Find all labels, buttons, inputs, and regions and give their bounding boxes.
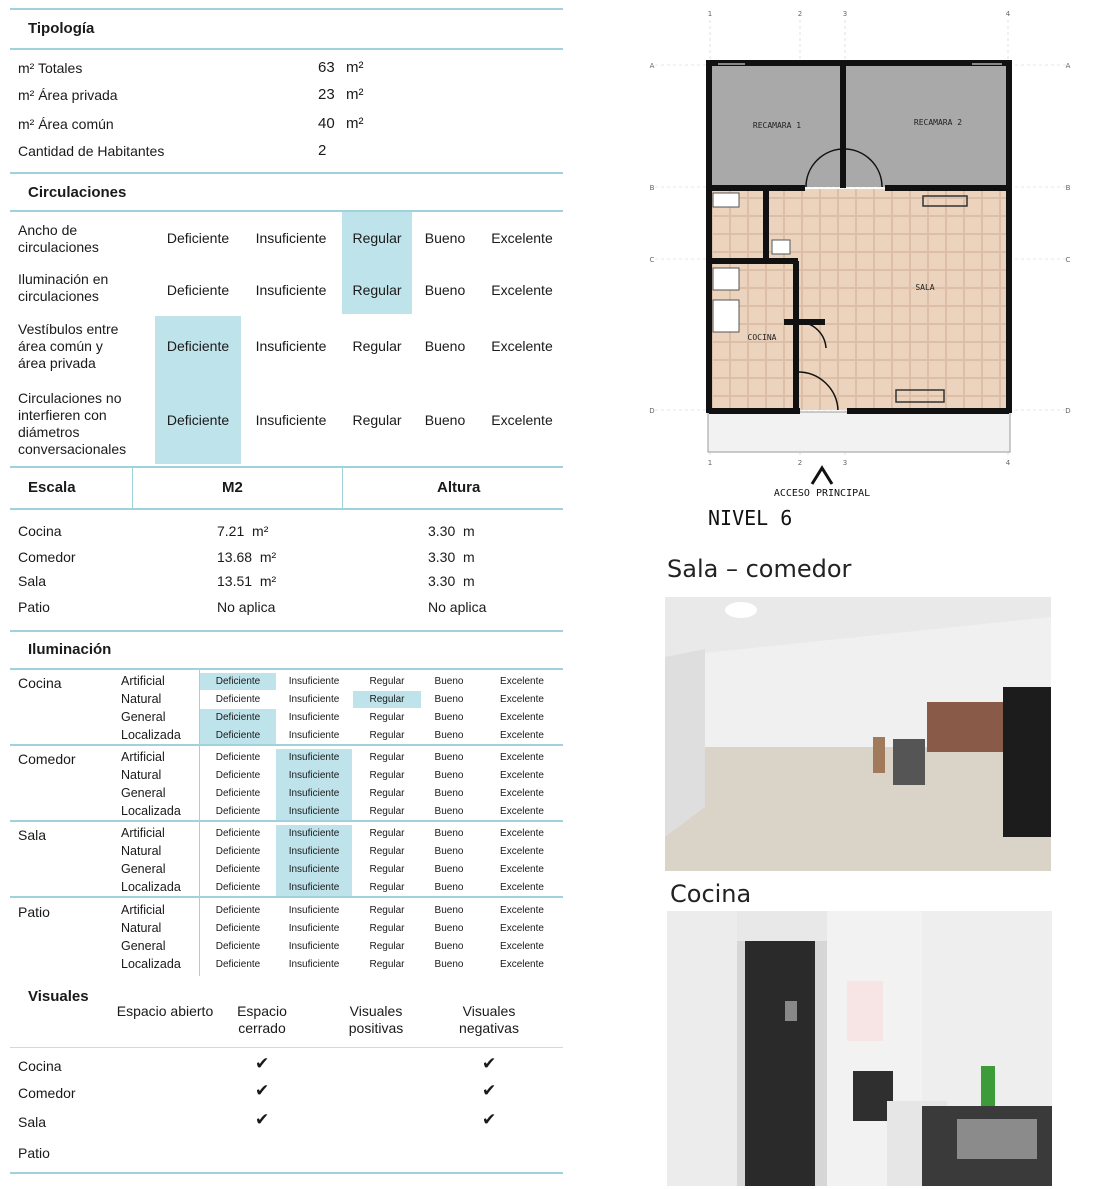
rating-option: Bueno bbox=[434, 676, 464, 687]
photo-sala-comedor bbox=[665, 597, 1051, 871]
rating-option: Insuficiente bbox=[288, 806, 340, 817]
room-label: RECAMARA 2 bbox=[913, 118, 963, 127]
rating-option: Bueno bbox=[434, 846, 464, 857]
visuales-header: Espacio abierto bbox=[116, 1003, 214, 1019]
circulacion-label: Vestíbulos entre área común y área privada bbox=[18, 321, 119, 371]
rating-option: Bueno bbox=[434, 923, 464, 934]
escala-m2: No aplica bbox=[217, 599, 276, 615]
rating-option: Deficiente bbox=[215, 788, 261, 799]
rating-option: Bueno bbox=[434, 959, 464, 970]
section-title-iluminacion: Iluminación bbox=[28, 641, 112, 658]
axis-label: 1 bbox=[707, 10, 713, 18]
axis-label: 4 bbox=[1005, 10, 1011, 18]
light-type: Natural bbox=[121, 768, 162, 782]
escala-m2: 7.21 m² bbox=[217, 523, 269, 539]
circulacion-label: Iluminación en circulaciones bbox=[18, 271, 109, 304]
tipologia-value: 63 bbox=[318, 59, 335, 76]
check-icon: ✔ bbox=[482, 1054, 497, 1073]
rating-option: Excelente bbox=[500, 730, 544, 741]
rating-option: Regular bbox=[369, 730, 405, 741]
rating-option: Excelente bbox=[500, 846, 544, 857]
iluminacion-space: Cocina bbox=[18, 675, 62, 691]
rating-option: Regular bbox=[352, 412, 402, 428]
rating-option: Insuficiente bbox=[255, 282, 327, 298]
light-type: Artificial bbox=[121, 826, 165, 840]
rating-option: Deficiente bbox=[215, 694, 261, 705]
rating-option: Insuficiente bbox=[288, 730, 340, 741]
rating-option: Regular bbox=[369, 828, 405, 839]
rating-option: Excelente bbox=[500, 712, 544, 723]
access-arrow-icon bbox=[812, 468, 832, 484]
rating-option: Regular bbox=[352, 230, 402, 246]
rating-option: Excelente bbox=[491, 282, 553, 298]
rating-option: Insuficiente bbox=[288, 676, 340, 687]
rating-option: Regular bbox=[369, 941, 405, 952]
divider bbox=[10, 896, 563, 898]
rating-option: Bueno bbox=[424, 338, 466, 354]
light-type: Localizada bbox=[121, 728, 181, 742]
photo-caption-cocina: Cocina bbox=[670, 880, 752, 906]
rating-option: Excelente bbox=[500, 959, 544, 970]
check-icon: ✔ bbox=[255, 1054, 270, 1073]
rating-option: Excelente bbox=[491, 230, 553, 246]
axis-label: B bbox=[1065, 184, 1071, 192]
rating-option: Bueno bbox=[434, 864, 464, 875]
check-icon: ✔ bbox=[482, 1110, 497, 1129]
rating-option: Excelente bbox=[491, 338, 553, 354]
tipologia-unit: m² bbox=[346, 59, 364, 76]
axis-label: 3 bbox=[842, 459, 848, 467]
light-type: General bbox=[121, 710, 166, 724]
rating-option: Insuficiente bbox=[288, 864, 340, 875]
divider bbox=[10, 1047, 563, 1048]
axis-label: D bbox=[1065, 407, 1071, 415]
rating-option: Excelente bbox=[500, 806, 544, 817]
rating-option: Bueno bbox=[434, 730, 464, 741]
axis-label: 4 bbox=[1005, 459, 1011, 467]
light-type: General bbox=[121, 862, 166, 876]
rating-option: Deficiente bbox=[166, 282, 230, 298]
photo-cocina bbox=[667, 911, 1052, 1186]
level-label: NIVEL 6 bbox=[708, 506, 793, 530]
tipologia-label: m² Totales bbox=[18, 60, 83, 76]
rating-option: Deficiente bbox=[215, 959, 261, 970]
visuales-header: Visuales negativas bbox=[459, 1003, 519, 1036]
rating-option: Insuficiente bbox=[288, 905, 340, 916]
rating-option: Excelente bbox=[500, 770, 544, 781]
visuales-space: Cocina bbox=[18, 1058, 62, 1074]
rating-option: Bueno bbox=[434, 806, 464, 817]
rating-option: Deficiente bbox=[215, 882, 261, 893]
room-label: COCINA bbox=[747, 333, 777, 342]
rating-option: Excelente bbox=[500, 923, 544, 934]
check-icon: ✔ bbox=[255, 1081, 270, 1100]
light-type: Localizada bbox=[121, 957, 181, 971]
rating-option: Insuficiente bbox=[288, 923, 340, 934]
rating-option: Insuficiente bbox=[255, 338, 327, 354]
light-type: Natural bbox=[121, 692, 162, 706]
rating-option: Regular bbox=[369, 882, 405, 893]
rating-option: Bueno bbox=[434, 905, 464, 916]
rating-option: Excelente bbox=[500, 882, 544, 893]
tipologia-value: 2 bbox=[318, 142, 327, 159]
divider bbox=[10, 630, 563, 632]
axis-label: C bbox=[649, 256, 655, 264]
divider bbox=[10, 1172, 563, 1174]
visuales-space: Patio bbox=[18, 1145, 50, 1161]
escala-altura: 3.30 m bbox=[428, 523, 475, 539]
room-label: SALA bbox=[915, 283, 935, 292]
tipologia-label: m² Área común bbox=[18, 116, 114, 132]
tipologia-unit: m² bbox=[346, 115, 364, 132]
rating-option: Regular bbox=[369, 788, 405, 799]
rating-option: Bueno bbox=[434, 941, 464, 952]
visuales-header: Espacio cerrado bbox=[237, 1003, 287, 1036]
rating-option: Insuficiente bbox=[288, 752, 340, 763]
access-label: ACCESO PRINCIPAL bbox=[773, 488, 871, 499]
rating-option: Regular bbox=[369, 806, 405, 817]
axis-label: 3 bbox=[842, 10, 848, 18]
rating-option: Regular bbox=[369, 712, 405, 723]
escala-m2: 13.51 m² bbox=[217, 573, 277, 589]
divider bbox=[10, 466, 563, 468]
circulacion-label: Circulaciones no interfieren con diámetros conversacionales bbox=[18, 390, 127, 457]
rating-option: Excelente bbox=[500, 694, 544, 705]
rating-option: Deficiente bbox=[215, 923, 261, 934]
rating-option: Regular bbox=[369, 676, 405, 687]
section-title-circulaciones: Circulaciones bbox=[28, 184, 127, 201]
altura-header: Altura bbox=[437, 479, 481, 496]
light-type: Natural bbox=[121, 844, 162, 858]
rating-option: Deficiente bbox=[166, 338, 230, 354]
divider bbox=[10, 48, 563, 50]
floor-plan bbox=[640, 0, 1094, 540]
rating-option: Regular bbox=[369, 959, 405, 970]
rating-option: Deficiente bbox=[215, 712, 261, 723]
axis-label: A bbox=[649, 62, 655, 70]
tipologia-value: 23 bbox=[318, 86, 335, 103]
room-label: RECAMARA 1 bbox=[752, 121, 802, 130]
rating-option: Bueno bbox=[434, 828, 464, 839]
rating-option: Insuficiente bbox=[288, 882, 340, 893]
escala-space: Sala bbox=[18, 573, 47, 589]
section-title-tipologia: Tipología bbox=[28, 20, 95, 37]
rating-option: Insuficiente bbox=[255, 230, 327, 246]
visuales-space: Comedor bbox=[18, 1085, 76, 1101]
rating-option: Excelente bbox=[500, 905, 544, 916]
light-type: Localizada bbox=[121, 804, 181, 818]
rating-option: Insuficiente bbox=[288, 941, 340, 952]
rating-option: Bueno bbox=[434, 712, 464, 723]
divider bbox=[10, 172, 563, 174]
rating-option: Regular bbox=[369, 864, 405, 875]
floor-plan-drawing bbox=[640, 0, 1094, 540]
rating-option: Bueno bbox=[424, 282, 466, 298]
tipologia-label: Cantidad de Habitantes bbox=[18, 143, 165, 159]
rating-option: Excelente bbox=[491, 412, 553, 428]
rating-option: Regular bbox=[369, 905, 405, 916]
axis-label: 2 bbox=[797, 459, 803, 467]
iluminacion-space: Comedor bbox=[18, 751, 76, 767]
rating-option: Deficiente bbox=[166, 230, 230, 246]
rating-option: Regular bbox=[369, 770, 405, 781]
iluminacion-space: Patio bbox=[18, 904, 50, 920]
m2-header: M2 bbox=[222, 479, 243, 496]
rating-option: Regular bbox=[369, 923, 405, 934]
visuales-header: Visuales positivas bbox=[348, 1003, 404, 1036]
rating-option: Insuficiente bbox=[288, 694, 340, 705]
rating-option: Deficiente bbox=[215, 676, 261, 687]
divider bbox=[10, 668, 563, 670]
rating-option: Bueno bbox=[434, 882, 464, 893]
rating-option: Bueno bbox=[424, 230, 466, 246]
escala-header-sep bbox=[132, 466, 133, 510]
rating-option: Excelente bbox=[500, 676, 544, 687]
divider bbox=[10, 8, 563, 10]
axis-label: 2 bbox=[797, 10, 803, 18]
rating-option: Deficiente bbox=[215, 905, 261, 916]
rating-option: Deficiente bbox=[215, 752, 261, 763]
tipologia-unit: m² bbox=[346, 86, 364, 103]
divider bbox=[10, 744, 563, 746]
rating-option: Regular bbox=[369, 694, 405, 705]
tipologia-label: m² Área privada bbox=[18, 87, 118, 103]
rating-option: Bueno bbox=[424, 412, 466, 428]
axis-label: D bbox=[649, 407, 655, 415]
escala-altura: No aplica bbox=[428, 599, 487, 615]
escala-header: Escala bbox=[28, 479, 76, 496]
rating-option: Bueno bbox=[434, 752, 464, 763]
light-type: Artificial bbox=[121, 750, 165, 764]
escala-space: Cocina bbox=[18, 523, 62, 539]
rating-option: Insuficiente bbox=[288, 712, 340, 723]
rating-option: Excelente bbox=[500, 941, 544, 952]
divider bbox=[10, 210, 563, 212]
axis-label: 1 bbox=[707, 459, 713, 467]
rating-option: Regular bbox=[369, 846, 405, 857]
rating-option: Bueno bbox=[434, 694, 464, 705]
light-type: Natural bbox=[121, 921, 162, 935]
check-icon: ✔ bbox=[255, 1110, 270, 1129]
photo-caption-sala: Sala – comedor bbox=[667, 555, 852, 583]
rating-option: Deficiente bbox=[215, 941, 261, 952]
axis-label: A bbox=[1065, 62, 1071, 70]
escala-header-sep bbox=[342, 466, 343, 510]
rating-option: Deficiente bbox=[215, 730, 261, 741]
rating-option: Deficiente bbox=[215, 864, 261, 875]
escala-altura: 3.30 m bbox=[428, 573, 475, 589]
iluminacion-space: Sala bbox=[18, 827, 47, 843]
escala-space: Patio bbox=[18, 599, 50, 615]
rating-option: Deficiente bbox=[215, 846, 261, 857]
light-type: Artificial bbox=[121, 674, 165, 688]
light-type: General bbox=[121, 939, 166, 953]
rating-option: Insuficiente bbox=[288, 788, 340, 799]
rating-option: Insuficiente bbox=[288, 959, 340, 970]
escala-m2: 13.68 m² bbox=[217, 549, 277, 565]
rating-option: Excelente bbox=[500, 788, 544, 799]
rating-option: Excelente bbox=[500, 864, 544, 875]
divider bbox=[10, 508, 563, 510]
tipologia-value: 40 bbox=[318, 115, 335, 132]
rating-option: Deficiente bbox=[215, 828, 261, 839]
section-title-visuales: Visuales bbox=[28, 988, 89, 1005]
check-icon: ✔ bbox=[482, 1081, 497, 1100]
axis-label: C bbox=[1065, 256, 1071, 264]
circulacion-label: Ancho de circulaciones bbox=[18, 222, 99, 255]
light-type: General bbox=[121, 786, 166, 800]
rating-option: Regular bbox=[352, 282, 402, 298]
escala-altura: 3.30 m bbox=[428, 549, 475, 565]
rating-option: Deficiente bbox=[215, 770, 261, 781]
rating-option: Insuficiente bbox=[288, 828, 340, 839]
rating-option: Bueno bbox=[434, 770, 464, 781]
visuales-space: Sala bbox=[18, 1114, 47, 1130]
rating-option: Insuficiente bbox=[255, 412, 327, 428]
rating-option: Insuficiente bbox=[288, 770, 340, 781]
rating-option: Deficiente bbox=[215, 806, 261, 817]
rating-option: Excelente bbox=[500, 828, 544, 839]
rating-option: Deficiente bbox=[166, 412, 230, 428]
rating-option: Regular bbox=[352, 338, 402, 354]
escala-space: Comedor bbox=[18, 549, 76, 565]
light-type: Artificial bbox=[121, 903, 165, 917]
rating-option: Insuficiente bbox=[288, 846, 340, 857]
divider bbox=[10, 820, 563, 822]
light-type: Localizada bbox=[121, 880, 181, 894]
axis-label: B bbox=[649, 184, 655, 192]
rating-option: Excelente bbox=[500, 752, 544, 763]
rating-option: Regular bbox=[369, 752, 405, 763]
rating-option: Bueno bbox=[434, 788, 464, 799]
